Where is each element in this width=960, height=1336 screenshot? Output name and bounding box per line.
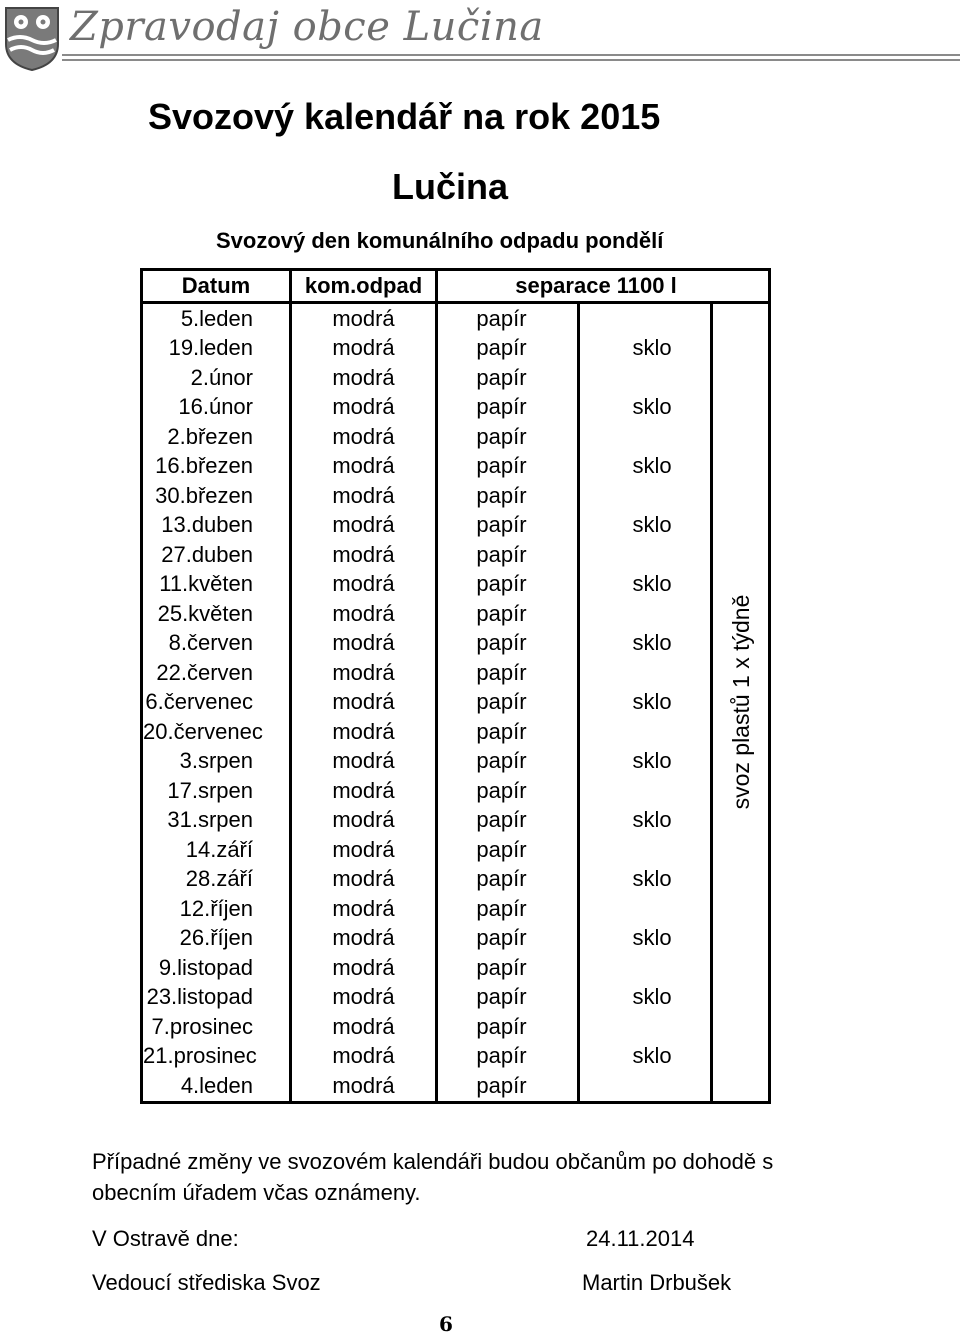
- date-cell: 27.duben: [142, 540, 291, 570]
- table-row: [142, 511, 770, 541]
- date-cell: 9.listopad: [142, 953, 291, 983]
- table-header-row: [142, 270, 770, 303]
- kom-cell: modrá: [291, 599, 437, 629]
- paper-cell: papír: [437, 658, 579, 688]
- kom-cell: modrá: [291, 953, 437, 983]
- paper-cell: papír: [437, 894, 579, 924]
- paper-cell: papír: [437, 599, 579, 629]
- collection-day-subtitle: Svozový den komunálního odpadu pondělí: [216, 228, 664, 253]
- date-cell: 14.září: [142, 835, 291, 865]
- table-row: [142, 924, 770, 954]
- glass-cell: [579, 894, 712, 924]
- date-cell: 17.srpen: [142, 776, 291, 806]
- glass-cell: sklo: [579, 806, 712, 836]
- paper-cell: papír: [437, 303, 579, 334]
- kom-cell: modrá: [291, 924, 437, 954]
- signature-place-label: V Ostravě dne:: [92, 1226, 239, 1251]
- date-cell: 25.květen: [142, 599, 291, 629]
- paper-cell: papír: [437, 540, 579, 570]
- table-row: [142, 658, 770, 688]
- date-cell: 8.červen: [142, 629, 291, 659]
- table-row: [142, 835, 770, 865]
- paper-cell: papír: [437, 393, 579, 423]
- kom-cell: modrá: [291, 688, 437, 718]
- table-row: [142, 953, 770, 983]
- kom-cell: modrá: [291, 363, 437, 393]
- kom-cell: modrá: [291, 835, 437, 865]
- kom-cell: modrá: [291, 422, 437, 452]
- signature-name: Martin Drbušek: [582, 1270, 732, 1295]
- paper-cell: papír: [437, 334, 579, 364]
- paper-cell: papír: [437, 422, 579, 452]
- kom-cell: modrá: [291, 1042, 437, 1072]
- glass-cell: sklo: [579, 865, 712, 895]
- table-row: [142, 1012, 770, 1042]
- glass-cell: [579, 658, 712, 688]
- column-header-date: Datum: [142, 270, 291, 303]
- table-row: [142, 776, 770, 806]
- kom-cell: modrá: [291, 1012, 437, 1042]
- table-row: [142, 1042, 770, 1072]
- paper-cell: papír: [437, 983, 579, 1013]
- glass-cell: [579, 599, 712, 629]
- glass-cell: [579, 953, 712, 983]
- glass-cell: sklo: [579, 334, 712, 364]
- paper-cell: papír: [437, 452, 579, 482]
- date-cell: 26.říjen: [142, 924, 291, 954]
- plastics-note: svoz plastů 1 x týdně: [727, 594, 754, 810]
- paper-cell: papír: [437, 1071, 579, 1102]
- table-row: [142, 334, 770, 364]
- table-row: [142, 452, 770, 482]
- glass-cell: sklo: [579, 924, 712, 954]
- glass-cell: [579, 1012, 712, 1042]
- date-cell: 11.květen: [142, 570, 291, 600]
- collection-calendar-table: [140, 268, 771, 1104]
- glass-cell: sklo: [579, 1042, 712, 1072]
- kom-cell: modrá: [291, 747, 437, 777]
- date-cell: 2.únor: [142, 363, 291, 393]
- glass-cell: [579, 303, 712, 334]
- glass-cell: [579, 422, 712, 452]
- kom-cell: modrá: [291, 983, 437, 1013]
- place-name: Lučina: [392, 166, 509, 207]
- page-title: Svozový kalendář na rok 2015: [148, 96, 661, 137]
- masthead-title: Zpravodaj obce Lučina: [70, 4, 544, 50]
- paper-cell: papír: [437, 570, 579, 600]
- table-row: [142, 363, 770, 393]
- date-cell: 31.srpen: [142, 806, 291, 836]
- table-row: [142, 806, 770, 836]
- table-row: [142, 1071, 770, 1102]
- paper-cell: papír: [437, 806, 579, 836]
- plastics-cell: [712, 303, 770, 1103]
- date-cell: 19.leden: [142, 334, 291, 364]
- glass-cell: sklo: [579, 511, 712, 541]
- paper-cell: papír: [437, 717, 579, 747]
- table-row: [142, 303, 770, 334]
- glass-cell: [579, 776, 712, 806]
- page-header: [0, 0, 960, 80]
- paper-cell: papír: [437, 924, 579, 954]
- table-row: [142, 747, 770, 777]
- date-cell: 7.prosinec: [142, 1012, 291, 1042]
- table-row: [142, 983, 770, 1013]
- paper-cell: papír: [437, 1042, 579, 1072]
- glass-cell: [579, 717, 712, 747]
- table-row: [142, 422, 770, 452]
- signature-date: 24.11.2014: [586, 1226, 695, 1251]
- paper-cell: papír: [437, 953, 579, 983]
- glass-cell: [579, 1071, 712, 1102]
- date-cell: 2.březen: [142, 422, 291, 452]
- column-header-separation: separace 1100 l: [437, 270, 770, 303]
- glass-cell: sklo: [579, 570, 712, 600]
- kom-cell: modrá: [291, 334, 437, 364]
- table-row: [142, 717, 770, 747]
- table-row: [142, 393, 770, 423]
- date-cell: 16.březen: [142, 452, 291, 482]
- header-rule: [62, 54, 960, 64]
- glass-cell: sklo: [579, 747, 712, 777]
- glass-cell: [579, 481, 712, 511]
- date-cell: 16.únor: [142, 393, 291, 423]
- kom-cell: modrá: [291, 776, 437, 806]
- paper-cell: papír: [437, 1012, 579, 1042]
- paper-cell: papír: [437, 629, 579, 659]
- date-cell: 3.srpen: [142, 747, 291, 777]
- kom-cell: modrá: [291, 481, 437, 511]
- date-cell: 6.červenec: [142, 688, 291, 718]
- paper-cell: papír: [437, 511, 579, 541]
- change-notice: Případné změny ve svozovém kalendáři budou občanům po dohodě s obecním úřadem včas oznámeny.: [92, 1149, 774, 1205]
- table-row: [142, 688, 770, 718]
- page-number: 6: [439, 1312, 453, 1336]
- date-cell: 5.leden: [142, 303, 291, 334]
- kom-cell: modrá: [291, 717, 437, 747]
- signature-role: Vedoucí střediska Svoz: [92, 1270, 321, 1295]
- paper-cell: papír: [437, 688, 579, 718]
- kom-cell: modrá: [291, 393, 437, 423]
- glass-cell: sklo: [579, 393, 712, 423]
- date-cell: 21.prosinec: [142, 1042, 291, 1072]
- paper-cell: papír: [437, 747, 579, 777]
- date-cell: 13.duben: [142, 511, 291, 541]
- date-cell: 12.říjen: [142, 894, 291, 924]
- table-row: [142, 570, 770, 600]
- glass-cell: [579, 835, 712, 865]
- kom-cell: modrá: [291, 658, 437, 688]
- glass-cell: [579, 540, 712, 570]
- kom-cell: modrá: [291, 540, 437, 570]
- kom-cell: modrá: [291, 303, 437, 334]
- column-header-kom: kom.odpad: [291, 270, 437, 303]
- table-row: [142, 629, 770, 659]
- kom-cell: modrá: [291, 629, 437, 659]
- paper-cell: papír: [437, 835, 579, 865]
- kom-cell: modrá: [291, 570, 437, 600]
- kom-cell: modrá: [291, 894, 437, 924]
- paper-cell: papír: [437, 865, 579, 895]
- kom-cell: modrá: [291, 452, 437, 482]
- municipal-coat-of-arms-icon: [4, 6, 60, 72]
- glass-cell: [579, 363, 712, 393]
- paper-cell: papír: [437, 776, 579, 806]
- kom-cell: modrá: [291, 511, 437, 541]
- kom-cell: modrá: [291, 865, 437, 895]
- date-cell: 20.červenec: [142, 717, 291, 747]
- glass-cell: sklo: [579, 629, 712, 659]
- kom-cell: modrá: [291, 1071, 437, 1102]
- table-row: [142, 894, 770, 924]
- paper-cell: papír: [437, 481, 579, 511]
- kom-cell: modrá: [291, 806, 437, 836]
- paper-cell: papír: [437, 363, 579, 393]
- date-cell: 4.leden: [142, 1071, 291, 1102]
- table-row: [142, 865, 770, 895]
- table-row: [142, 599, 770, 629]
- glass-cell: sklo: [579, 983, 712, 1013]
- date-cell: 22.červen: [142, 658, 291, 688]
- date-cell: 28.září: [142, 865, 291, 895]
- date-cell: 30.březen: [142, 481, 291, 511]
- table-row: [142, 481, 770, 511]
- glass-cell: sklo: [579, 452, 712, 482]
- date-cell: 23.listopad: [142, 983, 291, 1013]
- table-row: [142, 540, 770, 570]
- glass-cell: sklo: [579, 688, 712, 718]
